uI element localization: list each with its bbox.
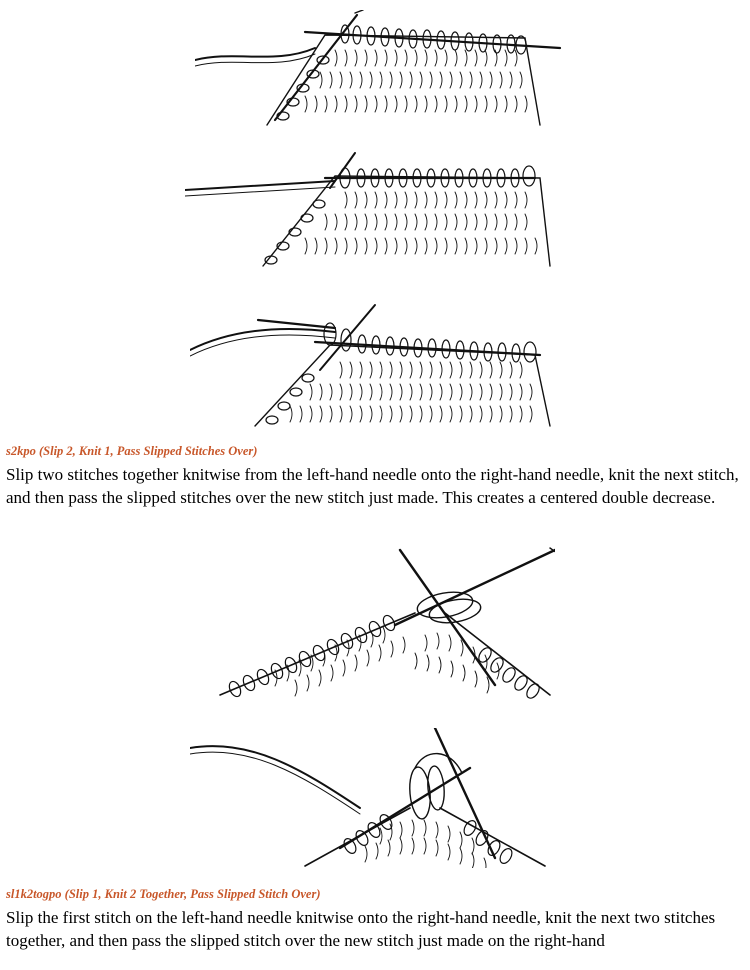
section-heading-s2kpo: s2kpo (Slip 2, Knit 1, Pass Slipped Stitches Over): [6, 444, 258, 458]
illustration-4: [215, 545, 555, 703]
section-body-s2kpo: Slip two stitches together knitwise from the left-hand needle onto the right-hand needle, knit the next stitch, and then pass the slipped stitches over the new stitch just made. This creates a centered double decrease.: [6, 465, 739, 507]
knitting-needles-diagram-icon: [190, 728, 555, 868]
illustration-1: [195, 10, 565, 130]
illustration-2: [185, 148, 565, 273]
illustration-5: [190, 728, 555, 868]
section-body-sl1k2togpo: Slip the first stitch on the left-hand needle knitwise onto the right-hand needle, knit the next two stitches together, and then pass the slipped stitch over the new stitch just made on the right-hand: [6, 908, 716, 950]
section-heading-sl1k2togpo: sl1k2togpo (Slip 1, Knit 2 Together, Pass Slipped Stitch Over): [6, 887, 321, 901]
knitting-needles-diagram-icon: [185, 148, 565, 273]
knitting-needles-diagram-icon: [195, 10, 565, 130]
knitting-needles-diagram-icon: [215, 545, 555, 703]
illustration-3: [190, 300, 560, 428]
knitting-needles-diagram-icon: [190, 300, 560, 428]
